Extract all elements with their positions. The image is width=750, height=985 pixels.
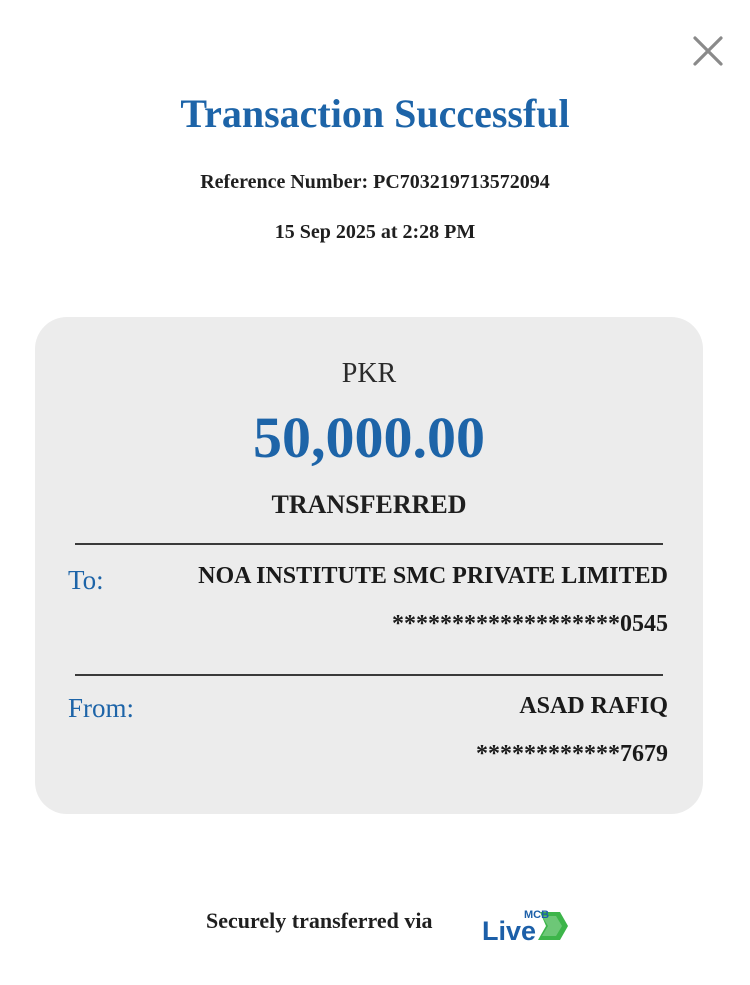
sender-account: ************7679 [476,741,668,767]
to-label: To: [68,565,104,595]
amount-value: 50,000.00 [253,405,485,470]
receipt-card [35,317,703,814]
page-title: Transaction Successful [180,91,570,136]
sender-name: ASAD RAFIQ [519,693,668,719]
recipient-name: NOA INSTITUTE SMC PRIVATE LIMITED [198,563,668,589]
divider [75,543,663,545]
transaction-datetime: 15 Sep 2025 at 2:28 PM [274,221,476,243]
close-icon [692,35,724,67]
logo-small-text: MCB [524,909,550,921]
recipient-account: *******************0545 [392,611,668,637]
from-label: From: [68,693,135,723]
footer-text: Securely transferred via [206,908,433,933]
status-label: TRANSFERRED [271,490,467,519]
mcb-live-logo [480,904,572,946]
logo-main-text: Live [482,916,537,946]
close-button[interactable] [692,35,724,67]
reference-number: Reference Number: PC703219713572094 [200,171,550,193]
divider [75,674,663,676]
currency-label: PKR [341,358,397,389]
